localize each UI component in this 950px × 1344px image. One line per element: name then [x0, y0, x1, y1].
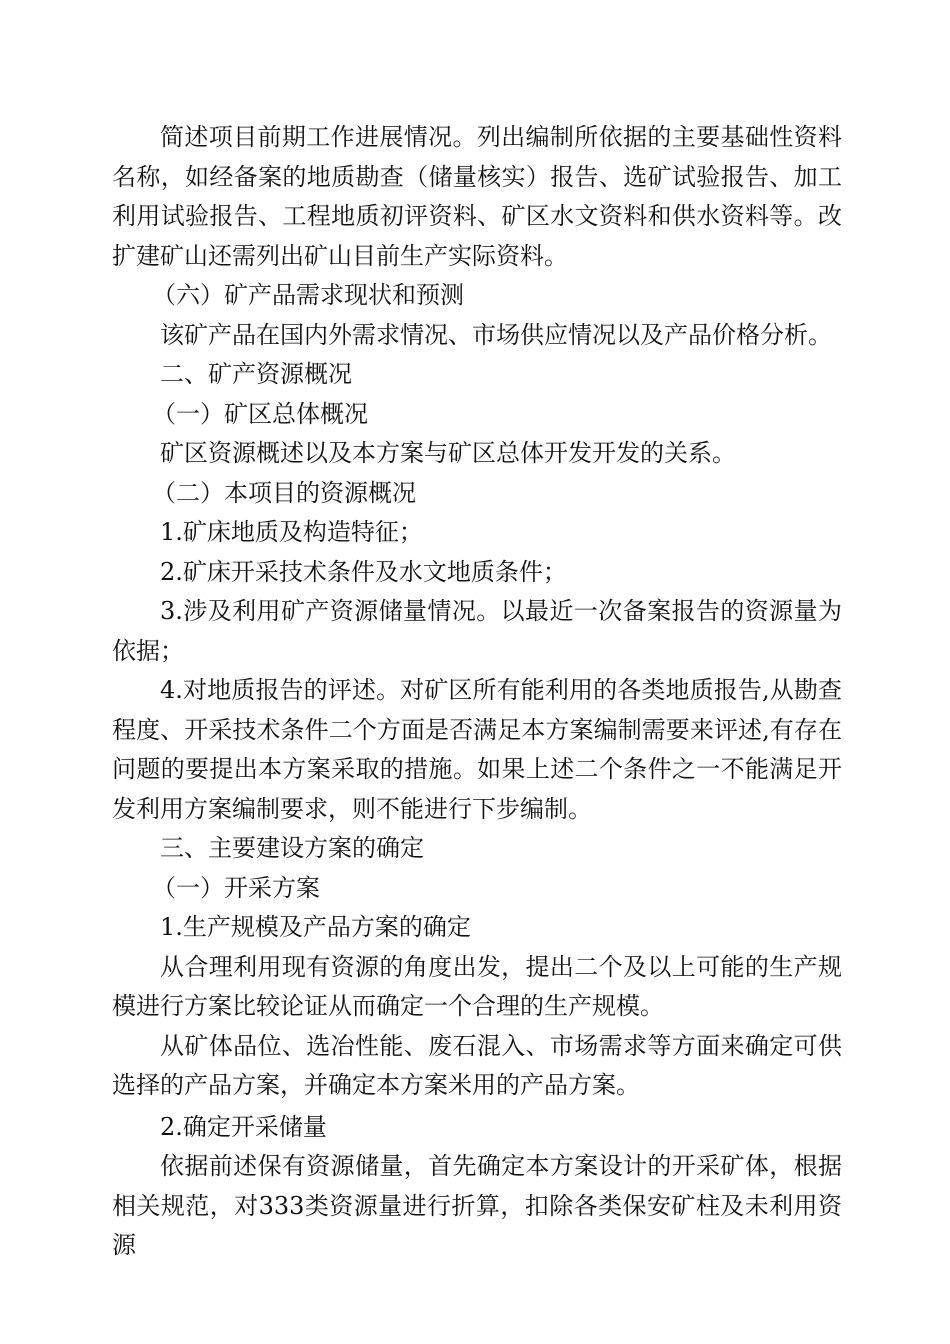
list-item-reserves: 3.涉及利用矿产资源储量情况。以最近一次备案报告的资源量为依据；	[112, 597, 842, 665]
heading-mining-plan: （一）开采方案	[152, 873, 320, 902]
paragraph-production-scale: 从合理利用现有资源的角度出发，提出二个及以上可能的生产规模进行方案比较论证从而确定一个合理的生产规模。	[112, 952, 842, 1020]
heading-mining-area-overview: （一）矿区总体概况	[152, 399, 368, 428]
list-item-geology: 1.矿床地质及构造特征；	[160, 518, 423, 546]
list-item-report-review: 4.对地质报告的评述。对矿区所有能利用的各类地质报告,从勘查程度、开采技术条件二个方面是否满足本方案编制需要来评述,有存在问题的要提出本方案采取的措施。如果上述二个条件之一不能满足开发利用方案编制要求，则不能进行下步编制。	[112, 676, 842, 823]
heading-demand-forecast: （六）矿产品需求现状和预测	[152, 281, 464, 309]
document-body	[112, 118, 842, 1266]
paragraph-demand-analysis: 该矿产品在国内外需求情况、市场供应情况以及产品价格分析。	[160, 320, 832, 349]
heading-resource-overview: 二、矿产资源概况	[160, 360, 352, 388]
list-item-mining-conditions: 2.矿床开采技术条件及水文地质条件；	[160, 557, 567, 586]
paragraph-mining-area-summary: 矿区资源概述以及本方案与矿区总体开发开发的关系。	[160, 439, 736, 467]
heading-project-resource-overview: （二）本项目的资源概况	[152, 478, 416, 507]
paragraph-preliminary-work: 简述项目前期工作进展情况。列出编制所依据的主要基础性资料名称，如经备案的地质勘查（储量核实）报告、选矿试验报告、加工利用试验报告、工程地质初评资料、矿区水文资料和供水资料等。改扩建矿山还需列出矿山目前生产实际资料。	[112, 123, 842, 270]
paragraph-mining-reserves: 依据前述保有资源储量，首先确定本方案设计的开采矿体，根据相关规范，对333类资源量进行折算，扣除各类保安矿柱及未利用资源	[112, 1152, 842, 1259]
heading-construction-plan: 三、主要建设方案的确定	[160, 834, 424, 862]
paragraph-product-plan: 从矿体品位、选冶性能、废石混入、市场需求等方面来确定可供选择的产品方案，并确定本方案米用的产品方案。	[112, 1031, 842, 1099]
heading-production-scale: 1.生产规模及产品方案的确定	[160, 913, 471, 941]
heading-mining-reserves: 2.确定开采储量	[160, 1112, 327, 1141]
